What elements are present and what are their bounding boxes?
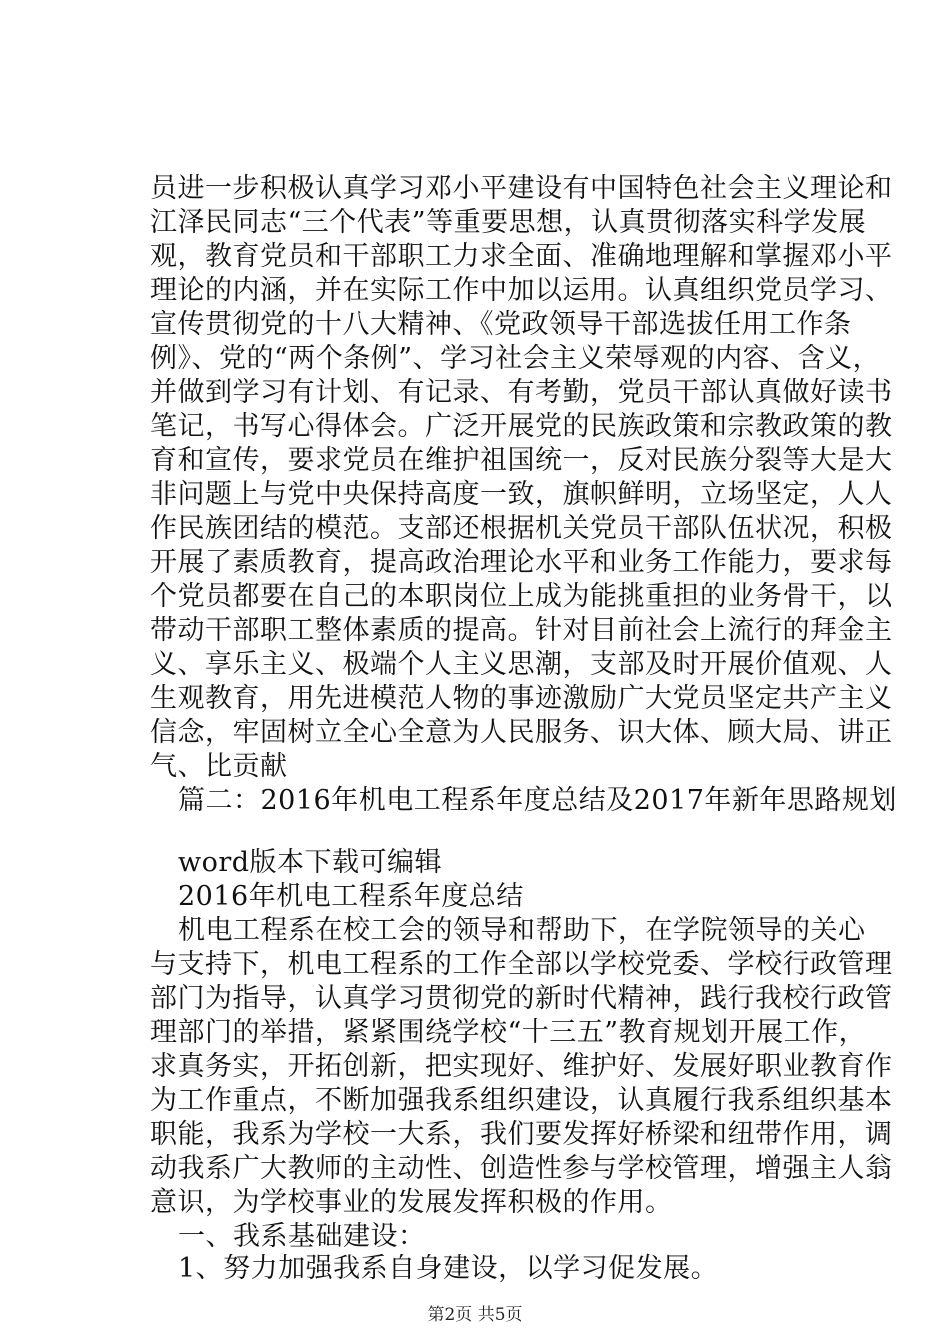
- body-line: 育和宣传，要求党员在维护祖国统一，反对民族分裂等大是大: [150, 445, 893, 476]
- page-footer: 第2页 共5页: [427, 1305, 523, 1325]
- body-line: 动我系广大教师的主动性、创造性参与学校管理，增强主人翁: [150, 1153, 893, 1184]
- body-line: 理部门的举措，紧紧围绕学校“十三五”教育规划开展工作，: [150, 1017, 867, 1048]
- body-line: 江泽民同志“三个代表”等重要思想，认真贯彻落实科学发展: [150, 207, 867, 238]
- section-title: 篇二：2016年机电工程系年度总结及2017年新年思路规划: [178, 785, 897, 816]
- body-line: 理论的内涵，并在实际工作中加以运用。认真组织党员学习、: [150, 275, 893, 306]
- list-item-1: 1、努力加强我系自身建设，以学习促发展。: [178, 1253, 719, 1284]
- body-line: 并做到学习有计划、有记录、有考勤，党员干部认真做好读书: [150, 377, 893, 408]
- body-line: 笔记，书写心得体会。广泛开展党的民族政策和宗教政策的教: [150, 411, 893, 442]
- body-line: 作民族团结的模范。支部还根据机关党员干部队伍状况，积极: [150, 513, 893, 544]
- body-line: 个党员都要在自己的本职岗位上成为能挑重担的业务骨干，以: [150, 581, 893, 612]
- body-line: 义、享乐主义、极端个人主义思潮，支部及时开展价值观、人: [150, 649, 893, 680]
- body-line: 信念，牢固树立全心全意为人民服务、识大体、顾大局、讲正: [150, 717, 893, 748]
- body-line: 部门为指导，认真学习贯彻党的新时代精神，践行我校行政管: [150, 983, 893, 1014]
- body-line: 开展了素质教育，提高政治理论水平和业务工作能力，要求每: [150, 547, 893, 578]
- body-line: 宣传贯彻党的十八大精神、《党政领导干部选拔任用工作条: [150, 309, 852, 340]
- body-line: 为工作重点，不断加强我系组织建设，认真履行我系组织基本: [150, 1085, 893, 1116]
- body-line: 职能，我系为学校一大系，我们要发挥好桥梁和纽带作用，调: [150, 1119, 893, 1150]
- edit-note: word版本下载可编辑: [178, 847, 443, 878]
- body-line: 观，教育党员和干部职工力求全面、准确地理解和掌握邓小平: [150, 241, 893, 272]
- body-line: 带动干部职工整体素质的提高。针对目前社会上流行的拜金主: [150, 615, 893, 646]
- body-line: 求真务实，开拓创新，把实现好、维护好、发展好职业教育作: [150, 1051, 893, 1082]
- body-line: 生观教育，用先进模范人物的事迹激励广大党员坚定共产主义: [150, 683, 893, 714]
- summary-title: 2016年机电工程系年度总结: [178, 881, 524, 912]
- body-line: 非问题上与党中央保持高度一致，旗帜鲜明，立场坚定，人人: [150, 479, 893, 510]
- body-line: 意识，为学校事业的发展发挥积极的作用。: [150, 1187, 673, 1218]
- body-line: 例》、党的“两个条例”、学习社会主义荣辱观的内容、含义，: [150, 343, 881, 374]
- body-line: 气、比贡献: [150, 751, 288, 782]
- body-line: 机电工程系在校工会的领导和帮助下，在学院领导的关心: [178, 915, 866, 946]
- body-line: 员进一步积极认真学习邓小平建设有中国特色社会主义理论和: [150, 173, 893, 204]
- heading-basic-construction: 一、我系基础建设：: [178, 1221, 426, 1252]
- body-line: 与支持下，机电工程系的工作全部以学校党委、学校行政管理: [150, 949, 893, 980]
